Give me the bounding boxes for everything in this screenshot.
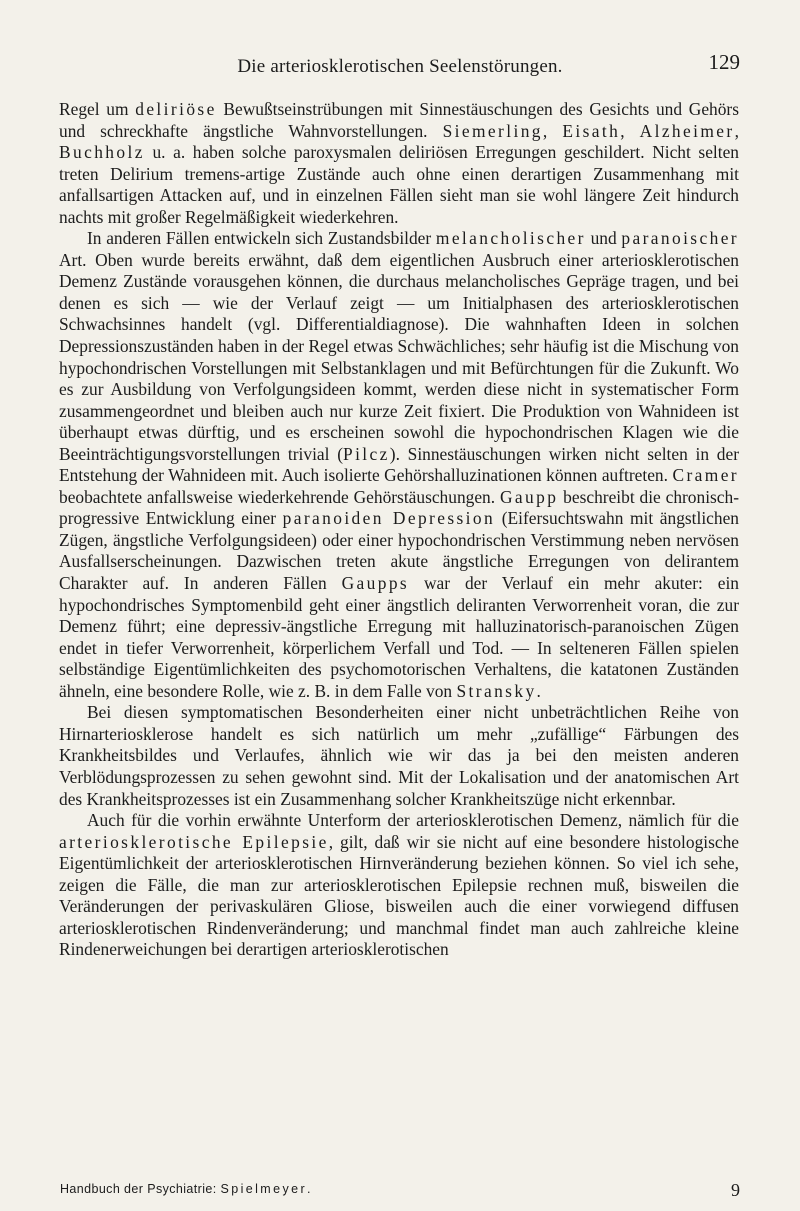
text-run: (Eifersuchtswahn mit ängstlichen Zügen, ängstliche Verfolgungsideen) oder einer hypochondrischen Verstimmung neben nervösen Ausfallserscheinungen. Dazwischen treten akute ängstliche Erregungen von delirantem Charakter auf. In anderen Fällen: [59, 508, 739, 594]
spaced-term: paranoiden Depression: [282, 508, 496, 529]
page-footer: [60, 1182, 740, 1204]
spaced-term: Gaupps: [341, 573, 410, 594]
spaced-term: Cramer: [672, 465, 739, 486]
spaced-term: arteriosklerotische Epilepsie: [59, 831, 329, 852]
footer-source-author: Spielmeyer: [220, 1182, 308, 1196]
page-header: [60, 50, 740, 84]
spaced-term: paranoischer: [621, 228, 739, 249]
page-number: 129: [708, 50, 740, 74]
footer-source: [60, 1182, 311, 1196]
text-run: beschreibt die chronisch-progressive Entwicklung einer: [59, 486, 739, 529]
text-run: beobachtete anfallsweise wiederkehrende Gehörstäuschungen.: [59, 486, 500, 507]
text-run: Bewußtseinstrübungen mit Sinnestäuschungen des Gesichts und Gehörs und schreckhafte ängstliche Wahnvorstellungen.: [59, 99, 739, 141]
text-run: ). Sinnestäuschungen wirken nicht selten in der Entstehung der Wahnideen mit. Auch isolierte Gehörshalluzinationen können auftreten.: [59, 443, 739, 486]
spaced-term: Pilcz: [343, 443, 390, 464]
footer-source-suffix: .: [307, 1182, 311, 1196]
footer-source-prefix: Handbuch der Psychiatrie:: [60, 1182, 221, 1196]
text-run: und: [585, 228, 622, 249]
paragraph: [59, 228, 739, 702]
text-run: war der Verlauf ein mehr akuter: ein hypochondrisches Symptomenbild geht einer ängstlich deliranten Verworrenheit voran, die zur Demenz führt; eine depressiv-ängstliche Erregung mit halluzinatorisch-paranoischen Zügen endet in tiefer Verworrenheit, körperlichem Verfall und Tod. — In selteneren Fällen spielen selbständige Eigentümlichkeiten des psychomotorischen Verhaltens, die katatonen Zuständen ähneln, eine besondere Rolle, wie z. B. in dem Falle von: [59, 573, 739, 701]
sheet-signature: 9: [731, 1180, 740, 1200]
spaced-term: Eisath: [562, 120, 621, 141]
body-text: [59, 99, 739, 961]
spaced-term: Siemerling: [442, 120, 543, 141]
text-run: Regel um: [59, 99, 136, 119]
text-run: Auch für die vorhin erwähnte Unterform der arteriosklerotischen Demenz, nämlich für die: [87, 810, 739, 831]
text-run: In anderen Fällen entwickeln sich Zustandsbilder: [87, 228, 436, 249]
paragraph: [59, 810, 739, 961]
text-run: , gilt, daß wir sie nicht auf eine besondere histologische Eigentümlichkeit der arteriosklerotischen Hirnveränderung beziehen können. So viel ich sehe, zeigen die Fälle, die man zur arteriosklerotischen Epilepsie rechnen muß, bisweilen die Veränderungen der perivaskulären Gliose, bisweilen auch die einer vorwiegend diffusen arteriosklerotischen Rindenveränderung; und manchmal findet man auch zahlreiche kleine Rindenerweichungen bei derartigen arteriosklerotischen: [59, 831, 740, 960]
text-run: ,: [542, 120, 563, 141]
text-run: ,: [620, 120, 640, 141]
spaced-term: Stransky: [456, 680, 537, 701]
text-run: ,: [734, 120, 739, 141]
text-run: Art. Oben wurde bereits erwähnt, daß dem eigentlichen Ausbruch einer arteriosklerotischen Demenz Zustände vorausgehen können, die durchaus melancholisches Gepräge tragen, und bei denen es sich — wie der Verlauf zeigt — um Initialphasen des arteriosklerotischen Schwachsinnes handelt (vgl. Differentialdiagnose). Die wahnhaften Ideen in solchen Depressionszuständen haben in der Regel etwas Schwächliches; sehr häufig ist die Mischung von hypochondrischen Vorstellungen mit Selbstanklagen und mit Befürchtungen für die Zukunft. Wo es zur Ausbildung von Verfolgungsideen kommt, werden diese nicht in systematischer Form zusammengeordnet und bleiben auch nur kurze Zeit fixiert. Die Produktion von Wahnideen ist überhaupt etwas dürftig, und es erscheinen sowohl die hypochondrischen Klagen wie die Beeinträchtigungsvorstellungen trivial (: [59, 249, 739, 464]
spaced-term: Alzheimer: [639, 120, 735, 141]
spaced-term: deliriöse: [135, 99, 217, 119]
spaced-term: Buchholz: [59, 142, 145, 163]
spaced-term: melancholischer: [435, 228, 586, 249]
paragraph: [59, 99, 739, 228]
spaced-term: Gaupp: [499, 486, 559, 507]
text-run: u. a. haben solche paroxysmalen deliriösen Erregungen geschildert. Nicht selten treten Delirium tremens-artige Zustände auch ohne einen derartigen Zusammenhang mit anfallsartigen Attacken auf, und in einzelnen Fällen sieht man sie wohl längere Zeit hindurch nachts mit großer Regelmäßigkeit wiederkehren.: [59, 142, 739, 227]
text-run: .: [536, 680, 541, 701]
paragraph: [59, 702, 739, 810]
text-run: Bei diesen symptomatischen Besonderheiten einer nicht unbeträchtlichen Reihe von Hirnarteriosklerose handelt es sich natürlich um mehr „zufällige“ Färbungen des Krankheitsbildes und Verlaufes, ähnlich wie wir das ja bei den meisten anderen Verblödungsprozessen zu sehen gewohnt sind. Mit der Lokalisation und der anatomischen Art des Krankheitsprozesses ist ein Zusammenhang solcher Krankheitszüge nicht erkennbar.: [59, 702, 739, 809]
running-title: Die arteriosklerotischen Seelenstörungen.: [237, 56, 563, 77]
